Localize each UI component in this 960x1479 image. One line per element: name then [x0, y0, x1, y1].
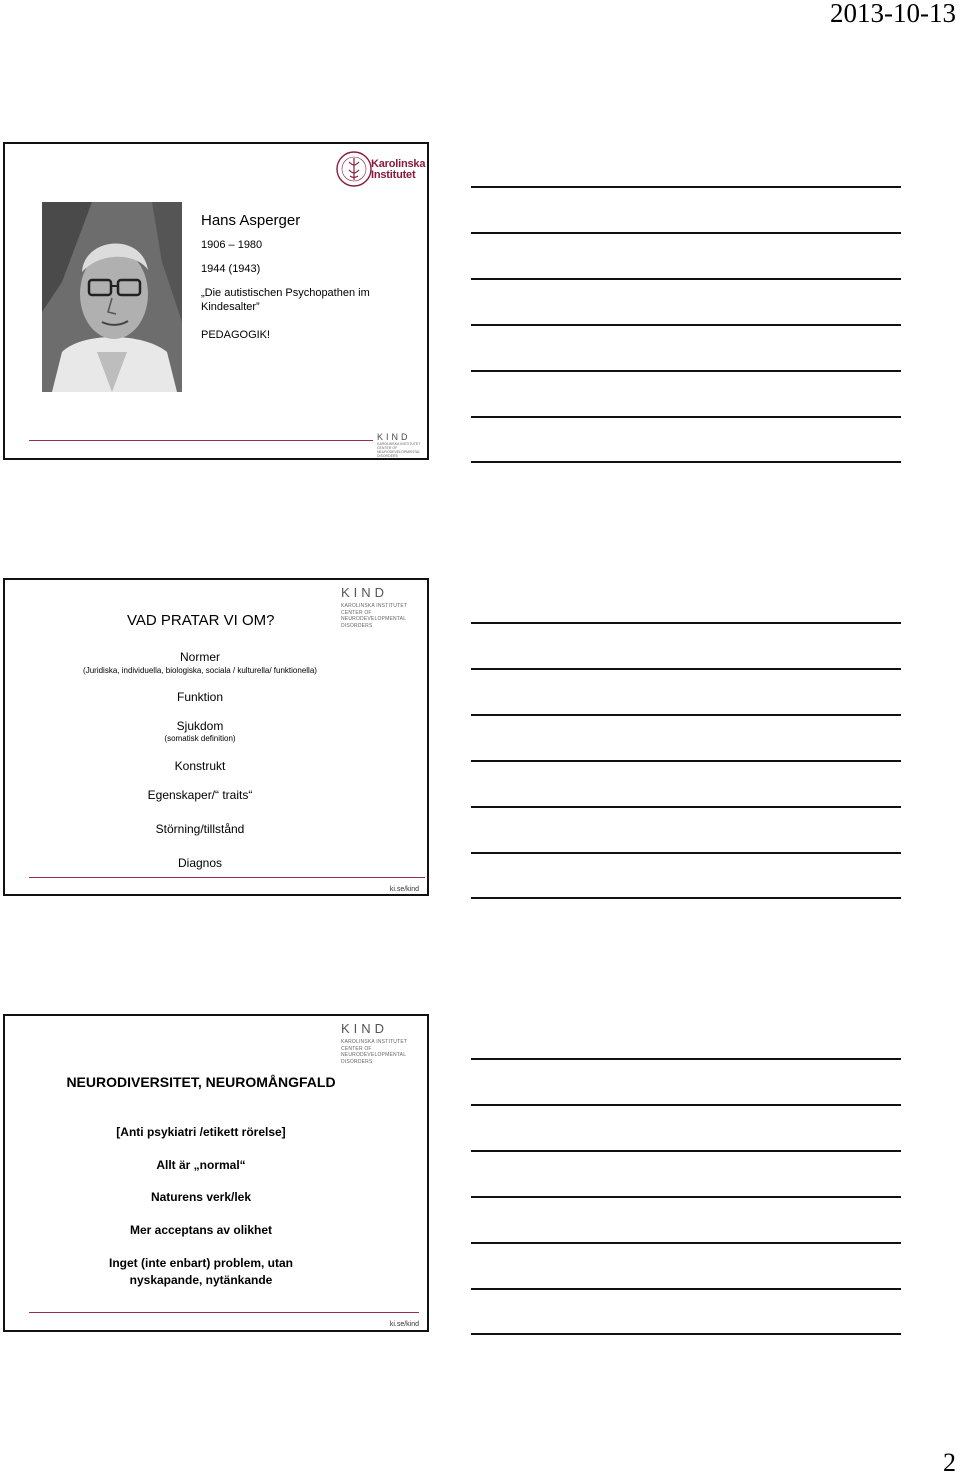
note-line	[471, 806, 901, 808]
header-date: 2013-10-13	[830, 0, 956, 28]
slide-1-footer-line	[29, 440, 373, 441]
slide-2-url: ki.se/kind	[389, 886, 419, 893]
slide-2-kind-logo: KIND KAROLINSKA INSTITUTET CENTER OF NEURODEVELOPMENTAL DISORDERS	[341, 585, 408, 629]
note-line	[471, 1058, 901, 1060]
slide-2-footer-line	[29, 877, 425, 878]
page-number: 2	[943, 1448, 956, 1477]
item-inget-problem: Inget (inte enbart) problem, utan nyskapande, nytänkande	[108, 1256, 293, 1287]
item-diagnos: Diagnos	[177, 856, 223, 870]
item-naturens-verk: Naturens verk/lek	[150, 1190, 252, 1204]
item-sjukdom-sub: (somatisk definition)	[164, 734, 236, 743]
item-normer: Normer	[179, 650, 220, 664]
slide-1-kind-logo: KIND KAROLINSKA INSTITUTET CENTER OF NEURODEVELOPMENTAL DISORDERS	[377, 432, 421, 458]
slide-3-footer-line	[29, 1312, 419, 1313]
note-line	[471, 760, 901, 762]
slide-1-text	[201, 212, 416, 352]
note-line	[471, 324, 901, 326]
slide-1-years: 1906 – 1980	[201, 239, 263, 251]
note-line	[471, 622, 901, 624]
note-line	[471, 1150, 901, 1152]
slide-1-note: PEDAGOGIK!	[201, 329, 271, 341]
item-storning: Störning/tillstånd	[155, 822, 245, 836]
item-konstrukt: Konstrukt	[174, 759, 226, 773]
note-line	[471, 1196, 901, 1198]
item-mer-acceptans: Mer acceptans av olikhet	[129, 1223, 273, 1237]
item-funktion: Funktion	[176, 690, 224, 704]
note-line	[471, 232, 901, 234]
slide-1-title: Hans Asperger	[201, 212, 301, 229]
slide-1-publication-year: 1944 (1943)	[201, 263, 261, 275]
karolinska-logo	[335, 150, 427, 190]
note-line	[471, 416, 901, 418]
item-sjukdom: Sjukdom	[176, 719, 224, 733]
note-line	[471, 668, 901, 670]
slide-3-kind-logo: KIND KAROLINSKA INSTITUTET CENTER OF NEURODEVELOPMENTAL DISORDERS	[341, 1021, 408, 1065]
note-line	[471, 897, 901, 899]
note-line	[471, 278, 901, 280]
note-line	[471, 1242, 901, 1244]
slide-1-publication-title: „Die autistischen Psychopathen im Kindesalter”	[201, 287, 370, 313]
slide-2-title: VAD PRATAR VI OM?	[127, 612, 275, 629]
note-line	[471, 1104, 901, 1106]
slide-1	[3, 142, 429, 460]
karolinska-wordmark: Karolinska Institutet	[371, 158, 426, 181]
karolinska-seal-icon	[335, 150, 373, 188]
portrait-image	[42, 202, 182, 392]
item-egenskaper: Egenskaper/“ traits“	[147, 788, 253, 802]
slide-3-url: ki.se/kind	[389, 1321, 419, 1328]
note-line	[471, 852, 901, 854]
slide-3	[3, 1014, 429, 1332]
note-line	[471, 714, 901, 716]
slide-2	[3, 578, 429, 896]
note-line	[471, 461, 901, 463]
portrait-photo	[42, 202, 182, 392]
note-line	[471, 186, 901, 188]
note-line	[471, 1288, 901, 1290]
slide-3-title: NEURODIVERSITET, NEUROMÅNGFALD	[66, 1074, 336, 1090]
item-anti-psykiatri: [Anti psykiatri /etikett rörelse]	[116, 1125, 286, 1139]
note-line	[471, 1333, 901, 1335]
item-allt-ar-normal: Allt är „normal“	[156, 1158, 246, 1172]
note-line	[471, 370, 901, 372]
item-normer-sub: (Juridiska, individuella, biologiska, sociala / kulturella/ funktionella)	[83, 666, 317, 675]
